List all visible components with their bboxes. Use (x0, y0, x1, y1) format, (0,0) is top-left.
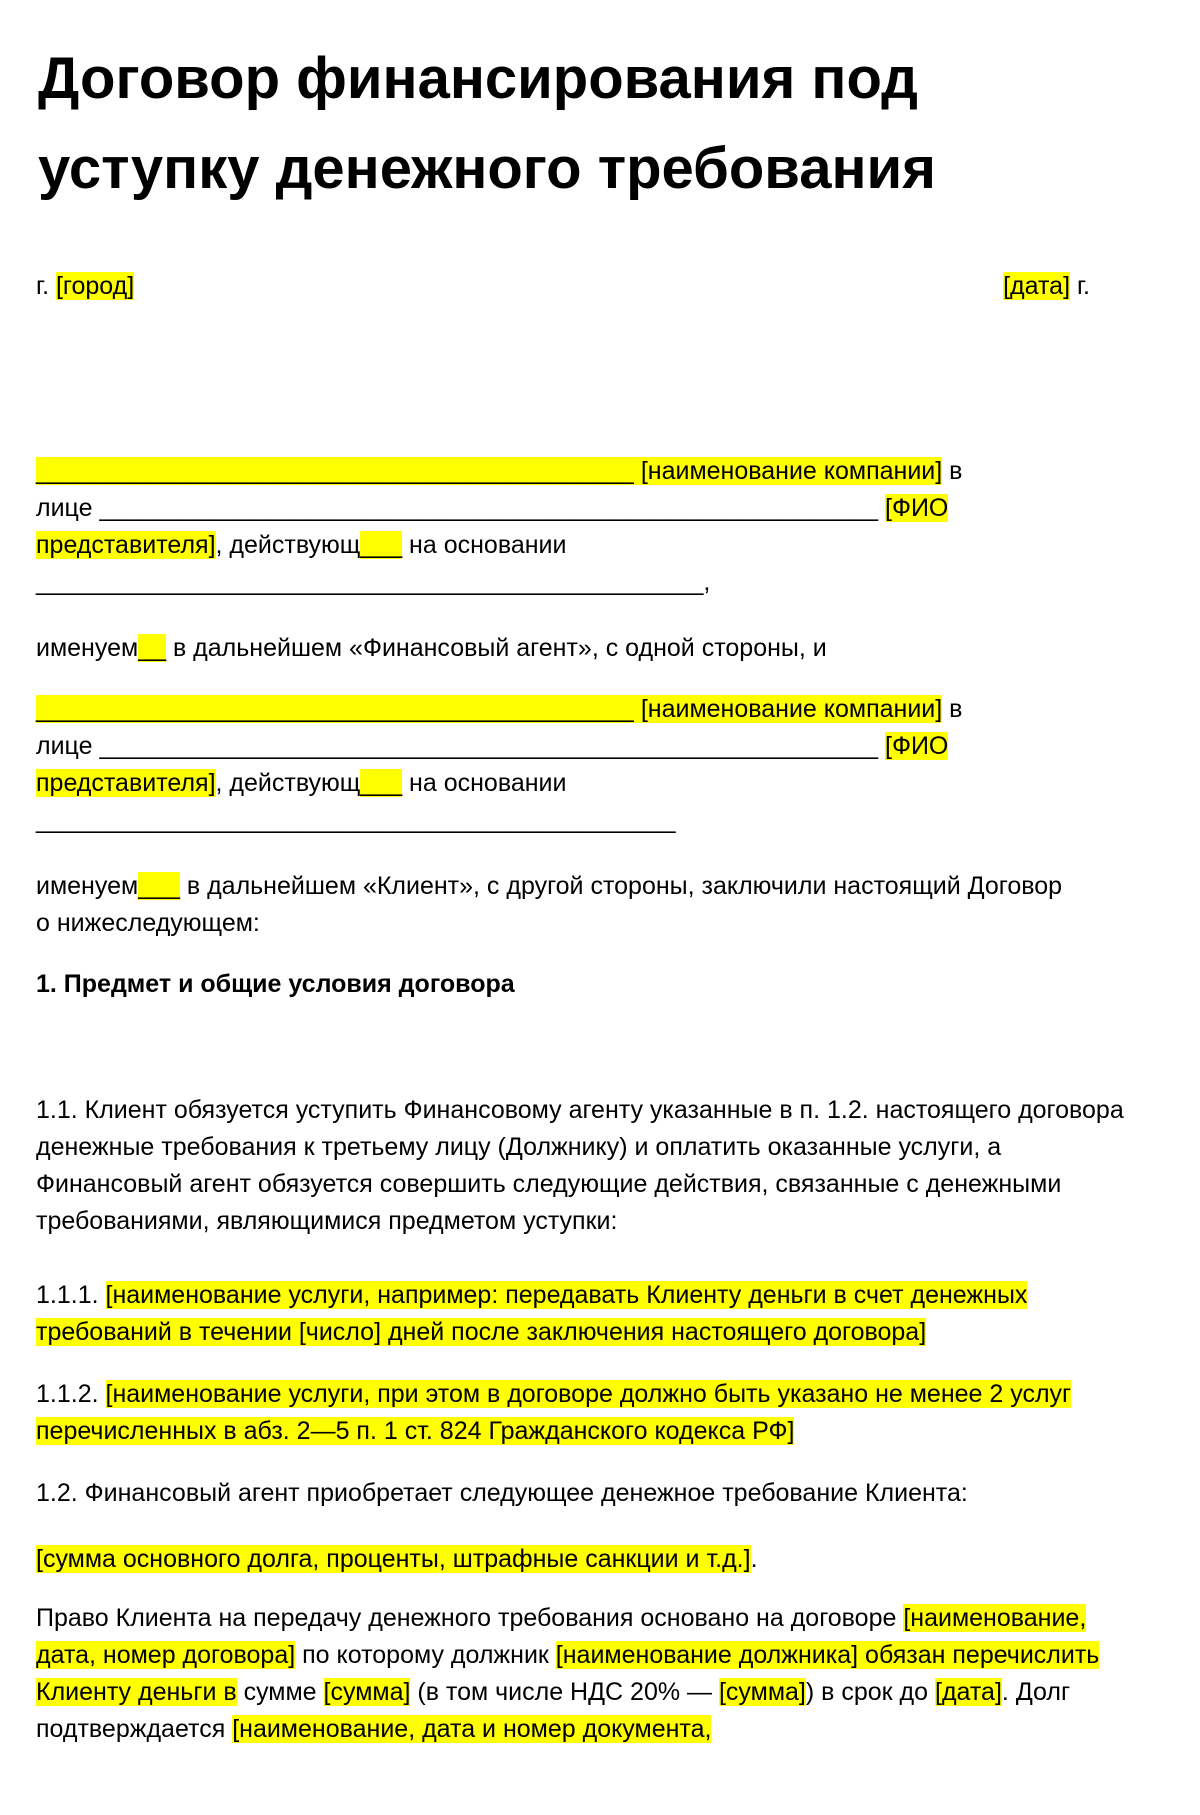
party1-named-paragraph (36, 630, 1166, 667)
clause-1-1: 1.1. Клиент обязуется уступить Финансовому агенту указанные в п. 1.2. настоящего договора денежные требования к третьему лицу (Должнику) и оплатить оказанные услуги, а Финансовый агент обязуется совершить следующие действия, связанные с денежными требованиями, являющимися предметом уступки: (36, 1096, 1124, 1235)
sum-placeholder[interactable]: [сумма] (323, 1678, 411, 1706)
clause-1-1-2 (36, 1376, 1136, 1450)
document-title (38, 34, 1158, 214)
right-text-c: сумме (236, 1678, 324, 1706)
party1-named-blank[interactable]: __ (138, 634, 166, 662)
document-placeholder[interactable]: [наименование, дата и номер документа, (232, 1715, 712, 1743)
party2-named-blank[interactable]: ___ (138, 872, 180, 900)
party1-lico: лице ________________________________________________________ (36, 494, 885, 522)
right-text-b: по которому должник (295, 1641, 556, 1669)
party2-basis: на основании (402, 769, 567, 797)
right-text-e: ) в срок до (805, 1678, 935, 1706)
party2-acting: , действующ (215, 769, 361, 797)
party2-lico: лице ________________________________________________________ (36, 732, 885, 760)
party1-v: в (942, 457, 963, 485)
party1-company-placeholder[interactable]: [наименование компании] (633, 457, 943, 485)
party1-named: именуем (36, 634, 139, 662)
place-date-line (36, 268, 1090, 305)
vat-sum-placeholder[interactable]: [сумма] (718, 1678, 806, 1706)
party1-fio-placeholder-2[interactable]: представителя] (36, 531, 216, 559)
debtor-placeholder[interactable]: [наименование должника] обязан перечислить Клиенту деньги в (36, 1641, 1100, 1706)
party2-acting-blank[interactable]: ___ (360, 769, 403, 797)
title-line-1: Договор финансирования под (38, 46, 918, 111)
right-basis-paragraph (36, 1600, 1146, 1748)
claim-dot: . (750, 1545, 758, 1573)
party2-company-blank[interactable]: ___________________________________________ (36, 695, 634, 723)
party2-basis-blank[interactable]: ______________________________________________ (36, 806, 676, 834)
party1-comma: , (703, 568, 711, 596)
party1-paragraph (36, 453, 1166, 601)
party2-fio-placeholder-2[interactable]: представителя] (36, 769, 216, 797)
right-text-a: Право Клиента на передачу денежного требования основано на договоре (36, 1604, 904, 1632)
date-block (1003, 268, 1090, 305)
title-line-2: уступку денежного требования (38, 136, 936, 201)
party2-named: именуем (36, 872, 139, 900)
right-text-f: . Долг подтверждается (36, 1678, 1071, 1743)
party1-acting-blank[interactable]: ___ (360, 531, 403, 559)
party2-named-rest: в дальнейшем «Клиент», с другой стороны, заключили настоящий Договор о нижеследующем: (36, 872, 1063, 937)
clause-1-1-1-number: 1.1.1. (36, 1281, 106, 1309)
party2-company-placeholder[interactable]: [наименование компании] (633, 695, 943, 723)
party1-basis: на основании (402, 531, 567, 559)
right-text-d: (в том числе НДС 20% — (410, 1678, 719, 1706)
section1-heading: 1. Предмет и общие условия договора (36, 970, 515, 998)
due-date-placeholder[interactable]: [дата] (935, 1678, 1002, 1706)
claim-line (36, 1541, 1166, 1578)
clause-1-1-1 (36, 1277, 1136, 1351)
date-placeholder[interactable]: [дата] (1003, 272, 1071, 300)
party1-fio-placeholder-1[interactable]: [ФИО (885, 494, 949, 522)
date-suffix: г. (1070, 272, 1090, 300)
party1-acting: , действующ (215, 531, 361, 559)
party2-paragraph (36, 691, 1166, 839)
party2-named-paragraph (36, 868, 1066, 942)
city-prefix: г. (36, 272, 56, 300)
party1-named-rest: в дальнейшем «Финансовый агент», с одной стороны, и (166, 634, 827, 662)
party2-fio-placeholder-1[interactable]: [ФИО (885, 732, 949, 760)
city-placeholder[interactable]: [город] (55, 272, 135, 300)
party2-v: в (942, 695, 963, 723)
clause-1-1-2-placeholder[interactable]: [наименование услуги, при этом в договоре должно быть указано не менее 2 услуг перечисленных в абз. 2—5 п. 1 ст. 824 Гражданского кодекса РФ] (36, 1380, 1072, 1445)
clause-1-2: 1.2. Финансовый агент приобретает следующее денежное требование Клиента: (36, 1479, 968, 1507)
clause-1-1-1-placeholder[interactable]: [наименование услуги, например: передавать Клиенту деньги в счет денежных требований в течении [число] дней после заключения настоящего договора] (36, 1281, 1028, 1346)
claim-placeholder[interactable]: [сумма основного долга, проценты, штрафные санкции и т.д.] (36, 1545, 751, 1573)
party1-company-blank[interactable]: ___________________________________________ (36, 457, 634, 485)
clause-1-1-2-number: 1.1.2. (36, 1380, 106, 1408)
party1-basis-blank[interactable]: ________________________________________________ (36, 568, 704, 596)
contract-placeholder[interactable]: [наименование, дата, номер договора] (36, 1604, 1087, 1669)
